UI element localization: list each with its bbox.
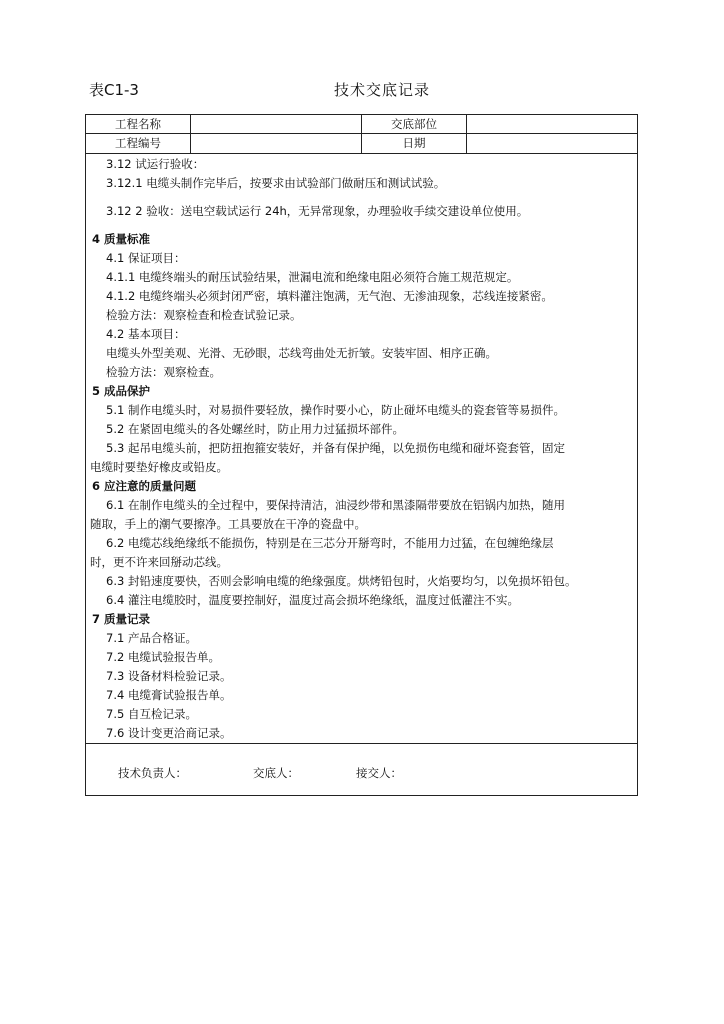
content-line: 检验方法：观察检查。 xyxy=(106,365,221,379)
content-line: 4.2 基本项目： xyxy=(106,327,186,341)
disclosure-form xyxy=(85,114,638,796)
form-code: 表C1-3 xyxy=(89,81,139,99)
content-line: 时，更不许来回掰动芯线。 xyxy=(90,555,228,569)
content-line: 5.1 制作电缆头时，对易损件要轻放，操作时要小心，防止碰坏电缆头的瓷套管等易损件。 xyxy=(106,403,565,417)
content-line: 7.5 自互检记录。 xyxy=(106,707,197,721)
content-line: 7.1 产品合格证。 xyxy=(106,631,197,645)
content-line: 随取，手上的潮气要擦净。工具要放在干净的瓷盘中。 xyxy=(90,517,366,531)
project-name-label: 工程名称 xyxy=(115,117,161,131)
content-line: 3.12.1 电缆头制作完毕后，按要求由试验部门做耐压和测试试验。 xyxy=(106,176,446,190)
content-line: 5.3 起吊电缆头前，把防扭抱箍安装好，并备有保护绳，以免损伤电缆和碰坏瓷套管，固定 xyxy=(106,441,565,455)
content-line: 6.1 在制作电缆头的全过程中，要保持清洁，油浸纱带和黑漆隔带要放在铝锅内加热，随用 xyxy=(106,498,565,512)
content-line: 电缆时要垫好橡皮或铅皮。 xyxy=(90,460,228,474)
section-heading: 5 成品保护 xyxy=(92,384,151,398)
content-line: 4.1.1 电缆终端头的耐压试验结果，泄漏电流和绝缘电阻必须符合施工规范规定。 xyxy=(106,270,519,284)
project-no-label: 工程编号 xyxy=(115,136,161,150)
section-heading: 6 应注意的质量问题 xyxy=(92,479,197,493)
location-label: 交底部位 xyxy=(391,117,437,131)
section-heading: 7 质量记录 xyxy=(92,612,151,626)
content-line: 7.6 设计变更洽商记录。 xyxy=(106,726,232,740)
content-line: 7.2 电缆试验报告单。 xyxy=(106,650,220,664)
discloser-signature-label: 交底人： xyxy=(253,766,299,780)
content-line: 6.3 封铅速度要快，否则会影响电缆的绝缘强度。烘烤铅包时，火焰要均匀，以免损坏铅包。 xyxy=(106,574,577,588)
tech-lead-signature-label: 技术负责人： xyxy=(118,766,187,780)
content-line: 7.3 设备材料检验记录。 xyxy=(106,669,232,683)
receiver-signature-label: 接交人： xyxy=(356,766,402,780)
content-line: 4.1 保证项目： xyxy=(106,251,186,265)
content-line: 3.12 试运行验收： xyxy=(106,157,205,171)
content-line: 7.4 电缆膏试验报告单。 xyxy=(106,688,232,702)
section-heading: 4 质量标准 xyxy=(92,232,151,246)
content-line: 电缆头外型美观、光滑、无砂眼，芯线弯曲处无折皱。安装牢固、相序正确。 xyxy=(106,346,497,360)
page-title: 技术交底记录 xyxy=(333,81,430,99)
date-label: 日期 xyxy=(402,136,426,150)
content-line: 6.4 灌注电缆胶时，温度要控制好，温度过高会损坏绝缘纸，温度过低灌注不实。 xyxy=(106,593,519,607)
content-line: 5.2 在紧固电缆头的各处螺丝时，防止用力过猛损坏部件。 xyxy=(106,422,404,436)
content-line: 3.12 2 验收：送电空载试运行 24h，无异常现象，办理验收手续交建设单位使用。 xyxy=(106,204,529,218)
content-line: 检验方法：观察检查和检查试验记录。 xyxy=(106,308,302,322)
content-line: 6.2 电缆芯线绝缘纸不能损伤，特别是在三芯分开掰弯时，不能用力过猛，在包缠绝缘层 xyxy=(106,536,554,550)
content-line: 4.1.2 电缆终端头必须封闭严密，填料灌注饱满，无气泡、无渗油现象，芯线连接紧密。 xyxy=(106,289,553,303)
